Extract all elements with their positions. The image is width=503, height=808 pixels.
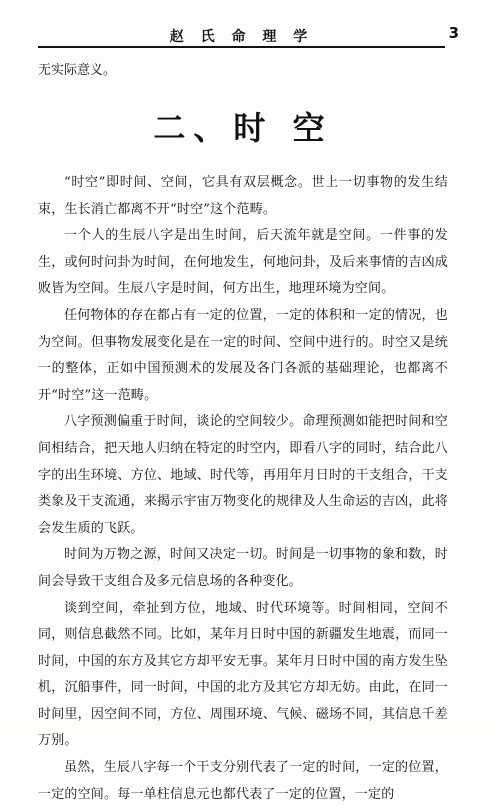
continued-text: 无实际意义。 [38,63,117,78]
page-body [38,58,448,808]
running-header [38,24,459,48]
paragraph-4: 八字预测偏重于时间，谈论的空间较少。命理预测如能把时间和空间相结合，把天地人归纳在特定的时空内，即看八字的同时，结合此八字的出生环境、方位、地域、时代等，再用年月日时的干支组合，干支类象及干支流通，来揭示宇宙万物变化的规律及人生命运的吉凶，此将会发生质的飞跃。 [38,414,448,536]
header-title: 赵 氏 命 理 学 [169,29,314,45]
paragraph-2: 一个人的生辰八字是出生时间，后天流年就是空间。一件事的发生，或何时问卦为时间，在何地发生，何地问卦，及后来事情的吉凶成败皆为空间。生辰八字是时间，何方出生，地理环境为空间。 [38,228,448,297]
paragraph-7: 虽然，生辰八字每一个干支分别代表了一定的时间，一定的位置，一定的空间。每一单柱信息元也都代表了一定的位置，一定的 [38,760,448,802]
page-number: 3 [448,24,459,42]
section-heading: 二、时 空 [153,109,333,147]
paragraph-5: 时间为万物之源，时间又决定一切。时间是一切事物的象和数，时间会导致干支组合及多元信息场的各种变化。 [38,547,448,589]
paragraph-1: “时空”即时间、空间，它具有双层概念。世上一切事物的发生结束，生长消亡都离不开“时空”这个范畴。 [38,175,448,217]
paragraph-6: 谈到空间，牵扯到方位，地域、时代环境等。时间相同，空间不同，则信息截然不同。比如，某年月日时中国的新疆发生地震，而同一时间，中国的东方及其它方却平安无事。某年月日时中国的南方发生坠机，沉船事件，同一时间，中国的北方及其它方却无妨。由此，在同一时间里，因空间不同，方位、周围环境、气候、磁场不同，其信息千差万别。 [38,600,448,749]
paragraph-3: 任何物体的存在都占有一定的位置，一定的体积和一定的情况，也为空间。但事物发展变化是在一定的时间、空间中进行的。时空又是统一的整体，正如中国预测术的发展及各门各派的基础理论，也都离不开“时空”这一范畴。 [38,307,448,403]
